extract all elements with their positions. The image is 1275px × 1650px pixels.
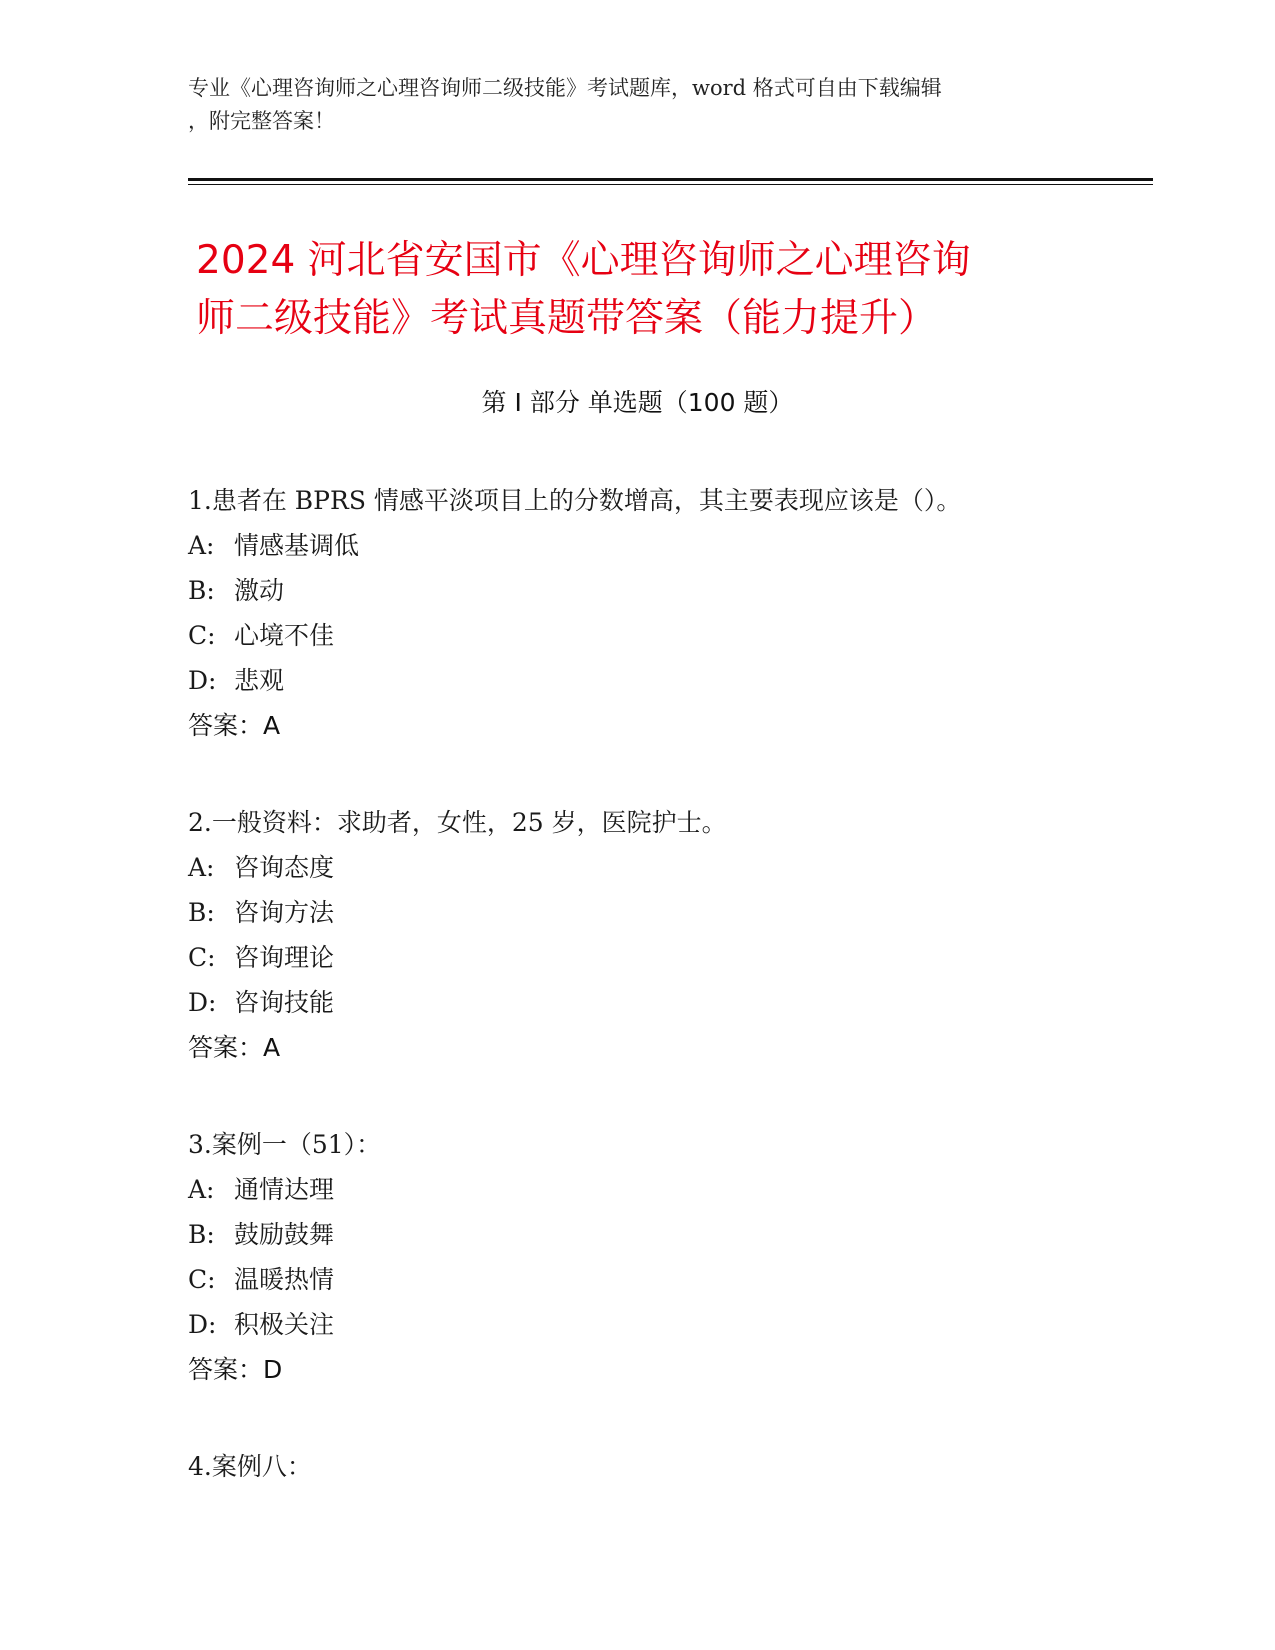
option-b [188, 1212, 1148, 1257]
option-text: 咨询方法 [234, 898, 335, 927]
document-title-line-1: 2024 河北省安国市《心理咨询师之心理咨询 [196, 238, 971, 283]
option-letter: A: [188, 1175, 215, 1204]
option-letter: B: [188, 898, 215, 927]
option-a [188, 845, 1148, 890]
document-title-line-2: 师二级技能》考试真题带答案（能力提升） [196, 296, 938, 341]
question-item [188, 800, 1148, 1070]
answer-line: 答案：A [188, 711, 281, 740]
option-text: 咨询理论 [234, 943, 335, 972]
header-rule-thin [188, 184, 1153, 185]
option-letter: C: [188, 943, 216, 972]
option-text: 心境不佳 [234, 621, 335, 650]
option-c [188, 613, 1148, 658]
option-letter: C: [188, 621, 216, 650]
option-letter: A: [188, 853, 215, 882]
option-text: 通情达理 [234, 1175, 335, 1204]
option-text: 积极关注 [234, 1310, 335, 1339]
option-letter: D: [188, 988, 217, 1017]
answer-line: 答案：D [188, 1355, 283, 1384]
option-d [188, 1302, 1148, 1347]
question-item [188, 1444, 1148, 1489]
section-heading: 第 I 部分 单选题（100 题） [481, 388, 794, 417]
header-rule-thick [188, 178, 1153, 181]
option-a [188, 523, 1148, 568]
answer-line: 答案：A [188, 1033, 281, 1062]
option-d [188, 658, 1148, 703]
question-stem: 3.案例一（51）： [188, 1130, 382, 1159]
option-b [188, 568, 1148, 613]
question-stem: 4.案例八： [188, 1452, 312, 1481]
option-letter: A: [188, 531, 215, 560]
option-text: 悲观 [234, 666, 285, 695]
option-letter: B: [188, 576, 215, 605]
document-title [188, 232, 1088, 348]
option-c [188, 935, 1148, 980]
header-note [188, 72, 1088, 138]
header-note-line-2: ，附完整答案！ [188, 109, 335, 133]
option-text: 温暖热情 [234, 1265, 335, 1294]
option-a [188, 1167, 1148, 1212]
option-text: 激动 [234, 576, 285, 605]
option-letter: C: [188, 1265, 216, 1294]
option-b [188, 890, 1148, 935]
option-text: 咨询技能 [234, 988, 335, 1017]
option-d [188, 980, 1148, 1025]
question-stem: 2.一般资料：求助者，女性，25 岁，医院护士。 [188, 808, 727, 837]
option-text: 情感基调低 [234, 531, 360, 560]
option-text: 咨询态度 [234, 853, 335, 882]
header-note-line-1: 专业《心理咨询师之心理咨询师二级技能》考试题库，word 格式可自由下载编辑 [188, 76, 942, 100]
option-letter: B: [188, 1220, 215, 1249]
option-c [188, 1257, 1148, 1302]
option-letter: D: [188, 1310, 217, 1339]
option-text: 鼓励鼓舞 [234, 1220, 335, 1249]
question-item [188, 1122, 1148, 1392]
question-item [188, 478, 1148, 748]
option-letter: D: [188, 666, 217, 695]
question-list [188, 478, 1148, 1541]
question-stem: 1.患者在 BPRS 情感平淡项目上的分数增高，其主要表现应该是（）。 [188, 486, 962, 515]
